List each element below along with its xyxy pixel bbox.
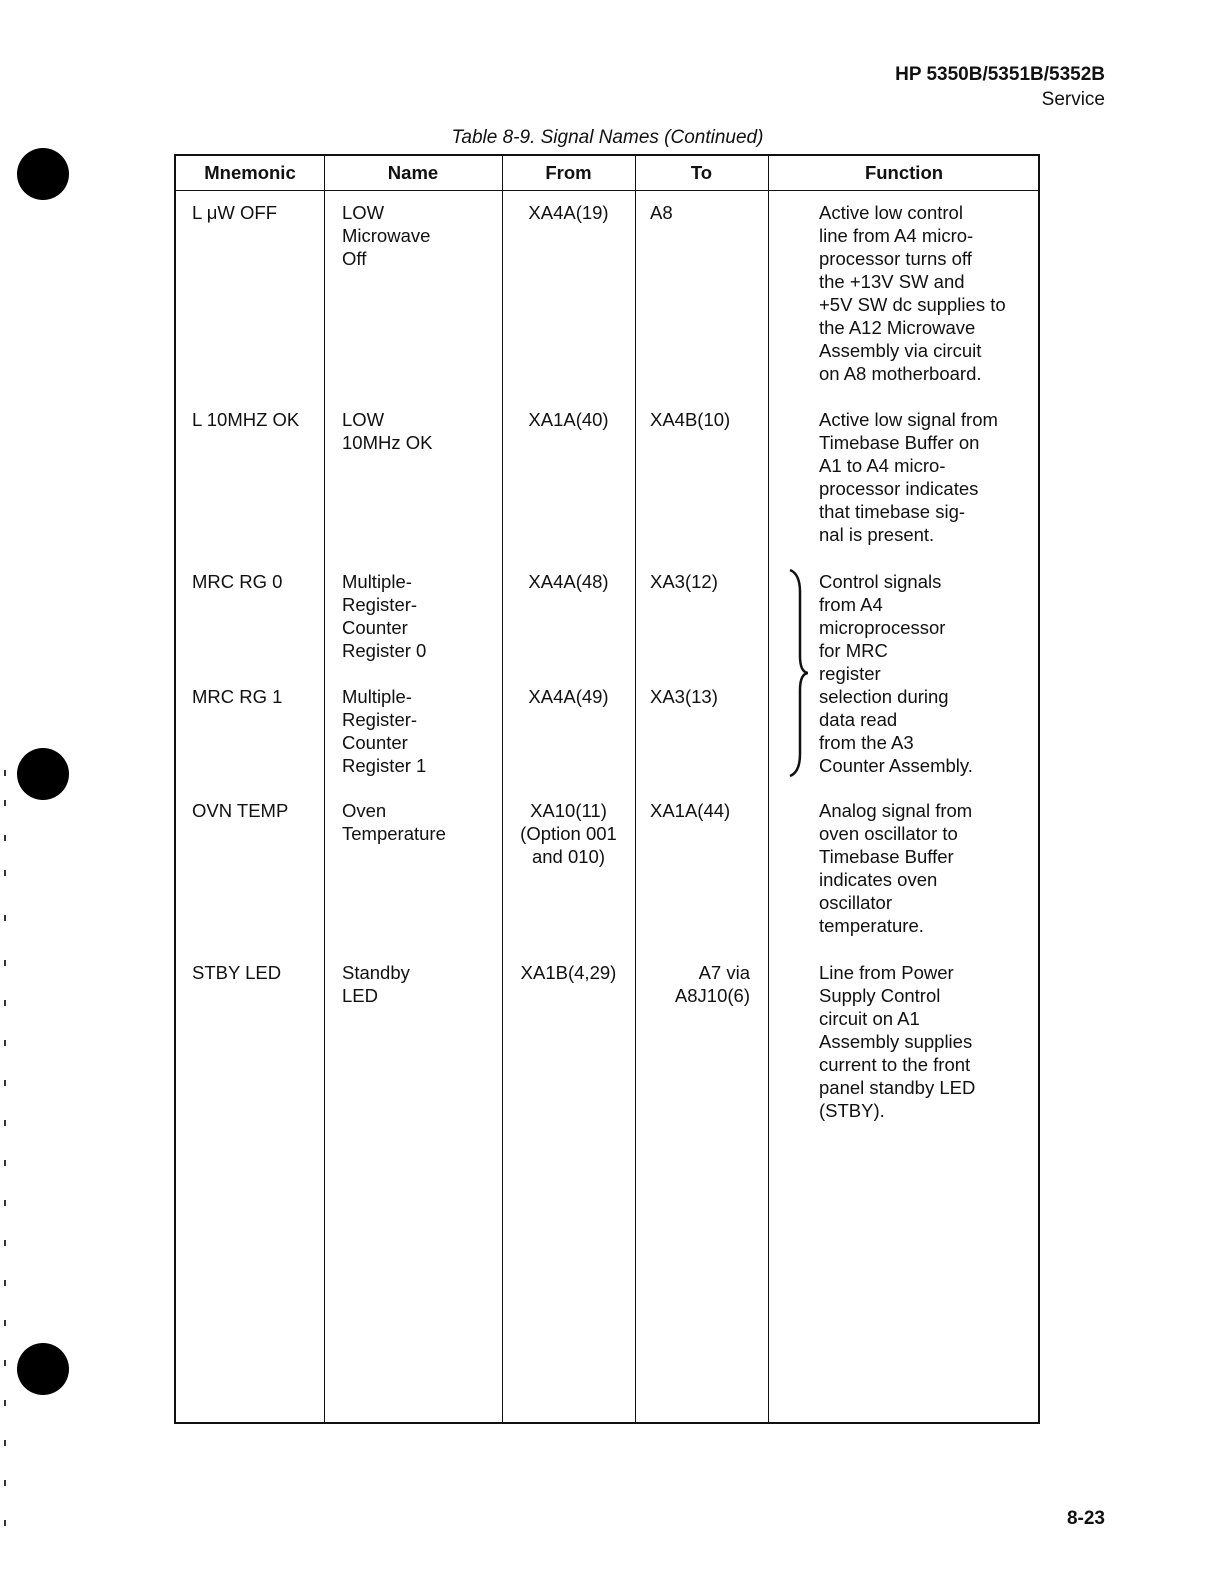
section-name: Service xyxy=(1041,89,1105,110)
row-4-name: Multiple- Register- Counter Register 1 xyxy=(342,686,427,776)
brace-mrc-group xyxy=(786,568,808,778)
scan-margin-marks xyxy=(0,740,14,1570)
row-6-name: Standby LED xyxy=(342,962,410,1006)
row-2-function: Active low signal from Timebase Buffer on A1 to A4 micro- processor indicates that timebase sig- nal is present. xyxy=(819,409,998,545)
table-caption: Table 8-9. Signal Names (Continued) xyxy=(451,127,764,148)
row-2-to: XA4B(10) xyxy=(650,409,731,430)
signal-names-table xyxy=(174,154,1040,1424)
row-1-to: A8 xyxy=(650,202,673,223)
row-6-from: XA1B(4,29) xyxy=(520,962,617,983)
page-header xyxy=(895,62,1105,112)
row-5-from: XA10(11) (Option 001 and 010) xyxy=(520,800,617,867)
row-4-to: XA3(13) xyxy=(650,686,718,707)
row-6-function: Line from Power Supply Control circuit on A1 Assembly supplies current to the front panel standby LED (STBY). xyxy=(819,962,976,1121)
model-numbers: HP 5350B/5351B/5352B xyxy=(895,64,1105,85)
row-3-to: XA3(12) xyxy=(650,571,718,592)
row-1-function: Active low control line from A4 micro- processor turns off the +13V SW and +5V SW dc supplies to the A12 Microwave Assembly via circuit on A8 motherboard. xyxy=(819,202,1006,384)
row-2-name: LOW 10MHz OK xyxy=(342,409,433,453)
row-5-mnemonic: OVN TEMP xyxy=(192,800,289,821)
column-header-mnemonic: Mnemonic xyxy=(204,162,296,183)
page-number: 8-23 xyxy=(1066,1508,1105,1529)
row-2-from: XA1A(40) xyxy=(528,409,609,430)
column-header-from: From xyxy=(545,162,592,183)
row-6-to: A7 via A8J10(6) xyxy=(674,962,750,1006)
row-5-function: Analog signal from oven oscillator to Timebase Buffer indicates oven oscillator temperature. xyxy=(819,800,973,936)
row-4-mnemonic: MRC RG 1 xyxy=(192,686,283,707)
row-1-name: LOW Microwave Off xyxy=(342,202,431,269)
binder-hole-middle xyxy=(17,748,69,800)
row-5-to: XA1A(44) xyxy=(650,800,731,821)
row-6-mnemonic: STBY LED xyxy=(192,962,282,983)
row-1-mnemonic: L μW OFF xyxy=(192,202,277,223)
row-4-from: XA4A(49) xyxy=(528,686,609,707)
row-1-from: XA4A(19) xyxy=(528,202,609,223)
row-5-name: Oven Temperature xyxy=(342,800,446,844)
binder-hole-bottom xyxy=(17,1343,69,1395)
row-3-function-shared: Control signals from A4 microprocessor for MRC register selection during data read from the A3 Counter Assembly. xyxy=(819,571,973,776)
row-3-mnemonic: MRC RG 0 xyxy=(192,571,283,592)
column-header-name: Name xyxy=(387,162,439,183)
column-header-function: Function xyxy=(864,162,944,183)
row-3-name: Multiple- Register- Counter Register 0 xyxy=(342,571,427,661)
column-header-to: To xyxy=(690,162,713,183)
binder-hole-top xyxy=(17,148,69,200)
row-3-from: XA4A(48) xyxy=(528,571,609,592)
row-2-mnemonic: L 10MHZ OK xyxy=(192,409,300,430)
